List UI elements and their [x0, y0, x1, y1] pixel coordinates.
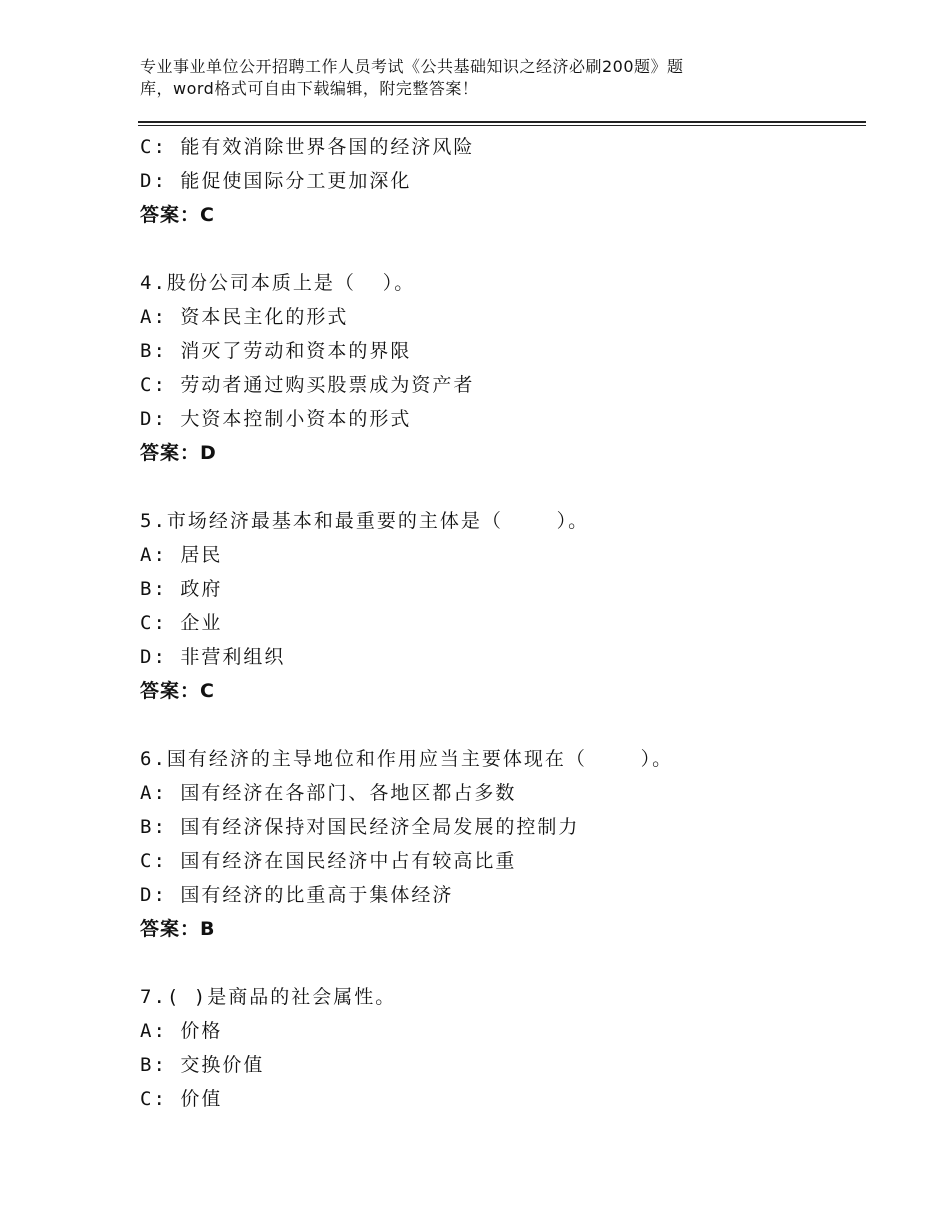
- option-c: C: 能有效消除世界各国的经济风险: [140, 136, 475, 158]
- question-list: [140, 130, 860, 1116]
- option-a: A: 国有经济在各部门、各地区都占多数: [140, 782, 517, 804]
- option-d: D: 国有经济的比重高于集体经济: [140, 884, 454, 906]
- answer-label: 答案：B: [140, 918, 216, 940]
- question-text: 5.市场经济最基本和最重要的主体是（ ）。: [140, 510, 590, 532]
- option-d: D: 能促使国际分工更加深化: [140, 170, 412, 192]
- answer-label: 答案：C: [140, 204, 215, 226]
- option-d: D: 非营利组织: [140, 646, 286, 668]
- option-c: C: 企业: [140, 612, 223, 634]
- spacer: [140, 946, 860, 980]
- header-divider-thick: [138, 121, 866, 123]
- option-d: D: 大资本控制小资本的形式: [140, 408, 412, 430]
- question-text: 7.( )是商品的社会属性。: [140, 986, 397, 1008]
- question-6-block: [140, 742, 860, 946]
- header-divider-thin: [138, 125, 866, 126]
- question-text: 4.股份公司本质上是（ ）。: [140, 272, 416, 294]
- header-title-line-1: 专业事业单位公开招聘工作人员考试《公共基础知识之经济必刷200题》题: [140, 57, 684, 76]
- option-b: B: 政府: [140, 578, 223, 600]
- spacer: [140, 708, 860, 742]
- question-5-block: [140, 504, 860, 708]
- option-b: B: 交换价值: [140, 1054, 265, 1076]
- option-c: C: 国有经济在国民经济中占有较高比重: [140, 850, 517, 872]
- option-a: A: 价格: [140, 1020, 223, 1042]
- option-b: B: 消灭了劳动和资本的界限: [140, 340, 412, 362]
- option-c: C: 价值: [140, 1088, 223, 1110]
- option-c: C: 劳动者通过购买股票成为资产者: [140, 374, 475, 396]
- option-b: B: 国有经济保持对国民经济全局发展的控制力: [140, 816, 580, 838]
- header-title-line-2: 库，word格式可自由下载编辑，附完整答案！: [140, 79, 479, 98]
- option-a: A: 资本民主化的形式: [140, 306, 349, 328]
- answer-label: 答案：D: [140, 442, 217, 464]
- spacer: [140, 232, 860, 266]
- option-a: A: 居民: [140, 544, 223, 566]
- question-4-block: [140, 266, 860, 470]
- document-header: [140, 56, 780, 100]
- spacer: [140, 470, 860, 504]
- question-text: 6.国有经济的主导地位和作用应当主要体现在（ ）。: [140, 748, 674, 770]
- question-7-block: [140, 980, 860, 1116]
- answer-label: 答案：C: [140, 680, 215, 702]
- question-3-block: [140, 130, 860, 232]
